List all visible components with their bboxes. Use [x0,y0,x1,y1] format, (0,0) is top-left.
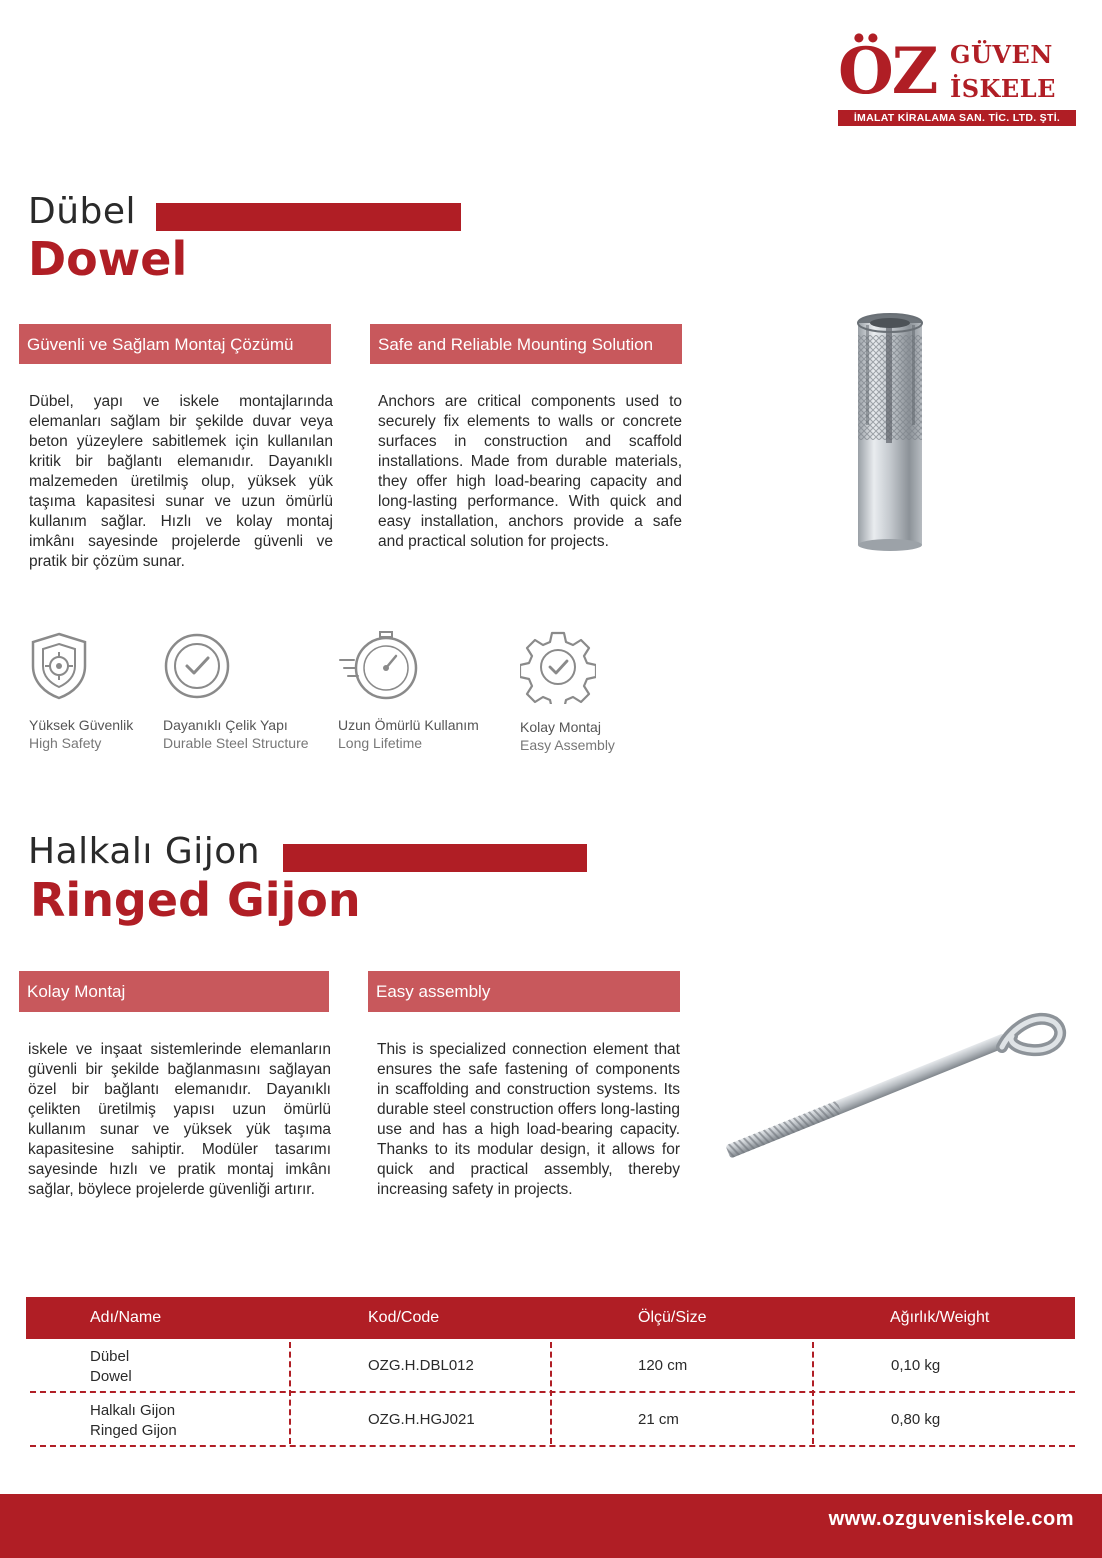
shield-icon [29,630,89,702]
table-cell-name [90,1347,132,1387]
logo-guven: GÜVEN [950,40,1053,69]
logo-tagline: İMALAT KİRALAMA SAN. TİC. LTD. ŞTİ. [838,110,1076,126]
feature-label-en: High Safety [29,735,102,751]
gijon-text-tr: iskele ve inşaat sistemlerinde elemanların güvenli bir şekilde bağlanmasını sağlayan özel bir bağlantı elemanıdır. Dayanıklı çelikten üretilmiş yapısı uzun ömürlü kullanım sunar ve yüksek yük taşıma kapasitesine sahiptir. Modüler tasarımı sayesinde hızlı ve pratik montaj imkânı sağlar, böylece projelerde güvenliği artırır. [28,1041,331,1198]
table-cell-size: 120 cm [638,1357,688,1374]
dowel-head-tr [19,324,331,364]
logo-oz: ÖZ [838,34,937,109]
feature-long-lifetime [338,630,508,752]
gijon-title-tr: Halkalı Gijon [28,831,261,872]
table-row-divider [30,1445,1075,1447]
table-cell-weight: 0,80 kg [891,1411,941,1428]
logo-iskele: İSKELE [950,74,1056,103]
table-col-divider [550,1342,552,1444]
gijon-head-en-label: Easy assembly [376,982,491,1001]
table-cell-name [90,1401,177,1441]
dowel-product-image [840,305,940,553]
dowel-title-tr: Dübel [28,191,137,232]
gijon-text-en: This is specialized connection element that ensures the safe fastening of components in scaffolding and construction systems. Its durable steel construction offers long-lasting use and has a high load-bearing capacity. Thanks to its modular design, it allows for quick and practical assembly, thereby increasing safety in projects. [377,1041,680,1198]
stopwatch-icon [338,630,422,702]
table-header-code: Kod/Code [368,1309,440,1326]
feature-label-tr: Kolay Montaj [520,719,601,735]
table-col-divider [289,1342,291,1444]
feature-label-tr: Uzun Ömürlü Kullanım [338,717,479,733]
dowel-text-tr: Dübel, yapı ve iskele montajlarında elemanları sağlam bir şekilde duvar veya beton yüzeylere sabitlemek için kullanılan kritik bir bağlantı elemanıdır. Dayanıklı malzemeden üretilmiş olup, yüksek yük taşıma kapasitesi sunar ve uzun ömürlü kullanım sağlar. Hızlı ve kolay montaj imkânı sayesinde projelerde güvenli ve pratik bir çözüm sunar. [29,393,333,570]
gijon-head-tr [19,971,329,1012]
check-circle-icon [163,630,235,702]
gijon-head-tr-label: Kolay Montaj [27,982,126,1001]
table-row [30,1339,1075,1393]
table-header [26,1297,1075,1339]
dowel-head-tr-label: Güvenli ve Sağlam Montaj Çözümü [27,334,294,354]
feature-label-en: Durable Steel Structure [163,735,309,751]
feature-label-tr: Dayanıklı Çelik Yapı [163,717,288,733]
footer [0,1494,1102,1558]
dowel-title-en: Dowel [28,232,188,286]
dowel-head-en-label: Safe and Reliable Mounting Solution [378,334,654,354]
table-col-divider [812,1342,814,1444]
table-cell-name-en: Ringed Gijon [90,1422,177,1439]
table-cell-code: OZG.H.HGJ021 [368,1411,475,1428]
feature-label-en: Long Lifetime [338,735,423,751]
table-cell-name-en: Dowel [90,1368,132,1385]
table-header-name: Adı/Name [90,1309,162,1326]
gijon-title-bar [283,844,587,872]
feature-label-en: Easy Assembly [520,737,615,753]
table-header-size: Ölçü/Size [638,1309,707,1326]
table-cell-weight: 0,10 kg [891,1357,941,1374]
gear-check-icon [520,630,596,704]
dowel-text-en: Anchors are critical components used to securely fix elements to walls or concrete surfaces in construction and scaffold installations. Made from durable materials, they offer high load-bearing capacity and long-lasting performance. With quick and easy installation, anchors provide a safe and practical solution for projects. [378,393,682,550]
table-cell-code: OZG.H.DBL012 [368,1357,474,1374]
gijon-title-en: Ringed Gijon [30,873,361,927]
table-cell-size: 21 cm [638,1411,679,1428]
feature-durable-steel [163,630,333,752]
dowel-title-bar [156,203,461,231]
table-header-weight: Ağırlık/Weight [890,1309,990,1326]
dowel-head-en [370,324,682,364]
company-logo [838,34,1078,128]
ringed-gijon-product-image [712,992,1072,1172]
feature-label-tr: Yüksek Güvenlik [29,717,134,733]
website-link[interactable]: www.ozguveniskele.com [828,1508,1074,1530]
feature-easy-assembly [520,630,690,754]
table-row [30,1393,1075,1447]
table-cell-name-tr: Halkalı Gijon [90,1402,176,1419]
gijon-head-en [368,971,680,1012]
table-cell-name-tr: Dübel [90,1348,130,1365]
